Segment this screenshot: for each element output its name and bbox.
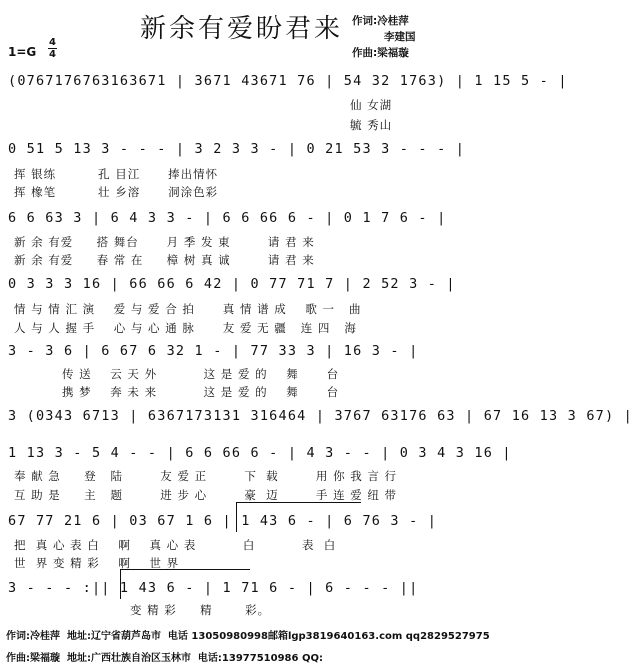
lyricist-label: 作词: — [352, 15, 378, 27]
lyric-1-verse-2: 毓 秀山 — [350, 118, 393, 132]
time-signature — [48, 37, 57, 60]
lyricist2-name: 李建国 — [384, 31, 416, 43]
key-signature: 1=G — [8, 45, 37, 59]
lyric-5-verse-1: 传 送 云 天 外 这 是 爱 的 舞 台 — [62, 367, 340, 381]
lyric-2-verse-2: 挥 橡笔 壮 乡溶 洞涂色彩 — [14, 185, 219, 199]
lyric-4-verse-2: 人 与 人 握 手 心 与 心 通 脉 友 爱 无 疆 连 四 海 — [14, 321, 357, 335]
lyric-8-verse-2: 世 界 变 精 彩 啊 世 界 — [14, 556, 180, 570]
lyric-7-verse-2: 互 助 是 主 题 进 步 心 豪 迈 手 连 爱 纽 带 — [14, 488, 398, 502]
composer-name: 梁福璇 — [377, 47, 409, 59]
composer-credit — [352, 45, 409, 60]
footer-composer-contact: 作曲:梁福璇 地址:广西壮族自治区玉林市 电话:13977510986 QQ: — [6, 653, 323, 664]
staff-line-9: 3 - - - :|| 1 43 6 - | 1 71 6 - | 6 - - - || — [8, 580, 419, 596]
footer-lyricist-contact: 作词:冷桂萍 地址:辽宁省葫芦岛市 电话 13050980998邮箱lgp3819640163.com qq2829527975 — [6, 631, 490, 642]
staff-line-6: 3 (0343 6713 | 6367173131 316464 | 3767 63176 63 | 67 16 13 3 67) | — [8, 408, 633, 424]
meter-top: 4 — [49, 37, 56, 48]
staff-line-8: 67 77 21 6 | 03 67 1 6 | 1 43 6 - | 6 76 3 - | — [8, 513, 438, 529]
lyric-3-verse-2: 新 余 有爱 春 常 在 樟 树 真 诚 请 君 来 — [14, 253, 315, 267]
staff-line-1: (0767176763163671 | 3671 43671 76 | 54 32 1763) | 1 15 5 - | — [8, 73, 568, 89]
lyric-2-verse-1: 挥 银练 孔 目江 捧出情怀 — [14, 167, 219, 181]
lyric-3-verse-1: 新 余 有爱 搭 舞台 月 季 发 東 请 君 来 — [14, 235, 315, 249]
song-title: 新余有爱盼君来 — [140, 14, 344, 44]
volta-bracket-2-line — [120, 569, 250, 570]
lyric-7-verse-1: 奉 献 急 登 陆 友 爱 正 下 载 用 你 我 言 行 — [14, 469, 398, 483]
lyricist-credit — [352, 13, 409, 28]
composer-label: 作曲: — [352, 47, 378, 59]
meter-bottom: 4 — [49, 49, 56, 60]
lyric-9: 变 精 彩 精 彩。 — [130, 603, 271, 617]
staff-line-7: 1 13 3 - 5 4 - - | 6 6 66 6 - | 4 3 - - | 0 3 4 3 16 | — [8, 445, 512, 461]
volta-bracket-2 — [120, 569, 121, 599]
staff-line-3: 6 6 63 3 | 6 4 3 3 - | 6 6 66 6 - | 0 1 7 6 - | — [8, 210, 447, 226]
lyric-1-verse-1: 仙 女湖 — [350, 98, 393, 112]
lyricist-name: 冷桂萍 — [377, 15, 409, 27]
lyric-4-verse-1: 情 与 情 汇 演 爱 与 爱 合 拍 真 情 谱 成 歌 一 曲 — [14, 302, 362, 316]
staff-line-4: 0 3 3 3 16 | 66 66 6 42 | 0 77 71 7 | 2 52 3 - | — [8, 276, 456, 292]
staff-line-5: 3 - 3 6 | 6 67 6 32 1 - | 77 33 3 | 16 3 - | — [8, 343, 419, 359]
staff-line-2: 0 51 5 13 3 - - - | 3 2 3 3 - | 0 21 53 3 - - - | — [8, 141, 466, 157]
volta-bracket-1-line — [236, 502, 361, 503]
lyric-8-verse-1: 把 真 心 表 白 啊 真 心 表 白 表 白 — [14, 538, 337, 552]
volta-bracket-1 — [236, 502, 237, 532]
lyric-5-verse-2: 携 梦 奔 未 来 这 是 爱 的 舞 台 — [62, 385, 340, 399]
